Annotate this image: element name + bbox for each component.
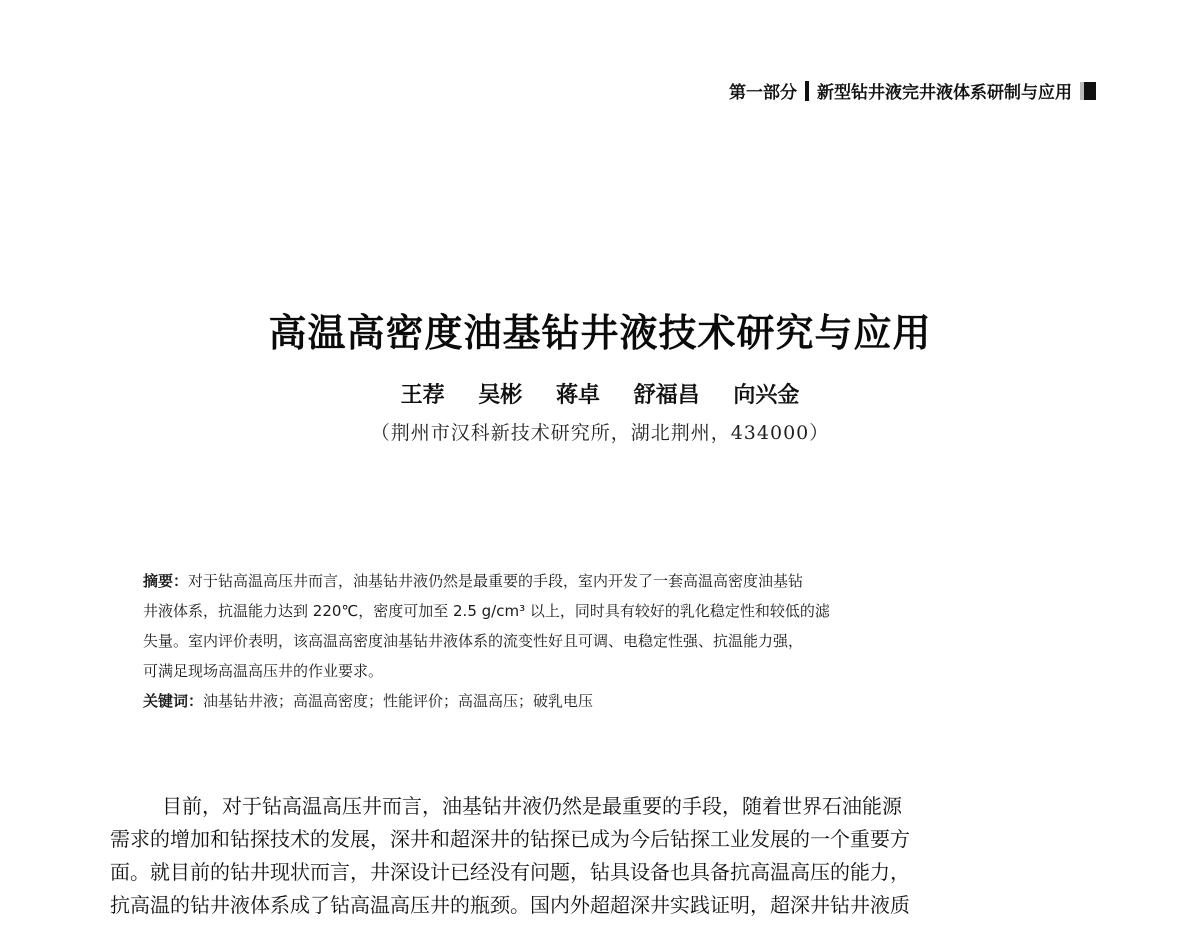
author-name: 舒福昌 (633, 382, 700, 408)
abstract-paragraph (143, 566, 1073, 686)
header-part: 第一部分 (729, 83, 797, 103)
keywords-text: 油基钻井液；高温高密度；性能评价；高温高压；破乳电压 (203, 692, 594, 710)
keywords-label: 关键词： (143, 692, 204, 710)
running-header (729, 78, 1096, 103)
abstract-line (143, 566, 1073, 596)
author-name: 吴彬 (478, 382, 523, 408)
author-name: 王荐 (400, 382, 445, 408)
body-line: 面。就目前的钻井现状而言，井深设计已经没有问题，钻具设备也具备抗高温高压的能力， (110, 860, 910, 884)
body-line: 抗高温的钻井液体系成了钻高温高压井的瓶颈。国内外超超深井实践证明，超深井钻井液质 (110, 893, 910, 917)
body-line: 目前，对于钻高温高压井而言，油基钻井液仍然是最重要的手段，随着世界石油能源 (162, 794, 902, 818)
keywords-line (143, 686, 1073, 716)
header-section: 新型钻井液完井液体系研制与应用 (817, 83, 1072, 103)
body-text (110, 790, 1102, 922)
abstract-section (143, 566, 1073, 716)
paper-title: 高温高密度油基钻井液技术研究与应用 (268, 310, 932, 355)
header-separator-bar (805, 81, 809, 101)
abstract-line: 井液体系，抗温能力达到 220℃，密度可加至 2.5 g/cm³ 以上，同时具有较好的乳化稳定性和较低的滤 (143, 602, 830, 620)
abstract-line: 失量。室内评价表明，该高温高密度油基钻井液体系的流变性好且可调、电稳定性强、抗温能力强， (143, 632, 804, 650)
abstract-text: 对于钻高温高压井而言，油基钻井液仍然是最重要的手段，室内开发了一套高温高密度油基钻 (188, 572, 804, 590)
author-list (0, 378, 1200, 409)
abstract-label: 摘要： (143, 572, 189, 590)
abstract-line: 可满足现场高温高压井的作业要求。 (143, 662, 384, 680)
header-page-marker (1084, 82, 1096, 100)
author-affiliation: （荆州市汉科新技术研究所，湖北荆州，434000） (370, 422, 830, 444)
author-name: 向兴金 (733, 382, 800, 408)
body-line: 需求的增加和钻探技术的发展，深井和超深井的钻探已成为今后钻探工业发展的一个重要方 (110, 827, 910, 851)
author-name: 蒋卓 (555, 382, 600, 408)
